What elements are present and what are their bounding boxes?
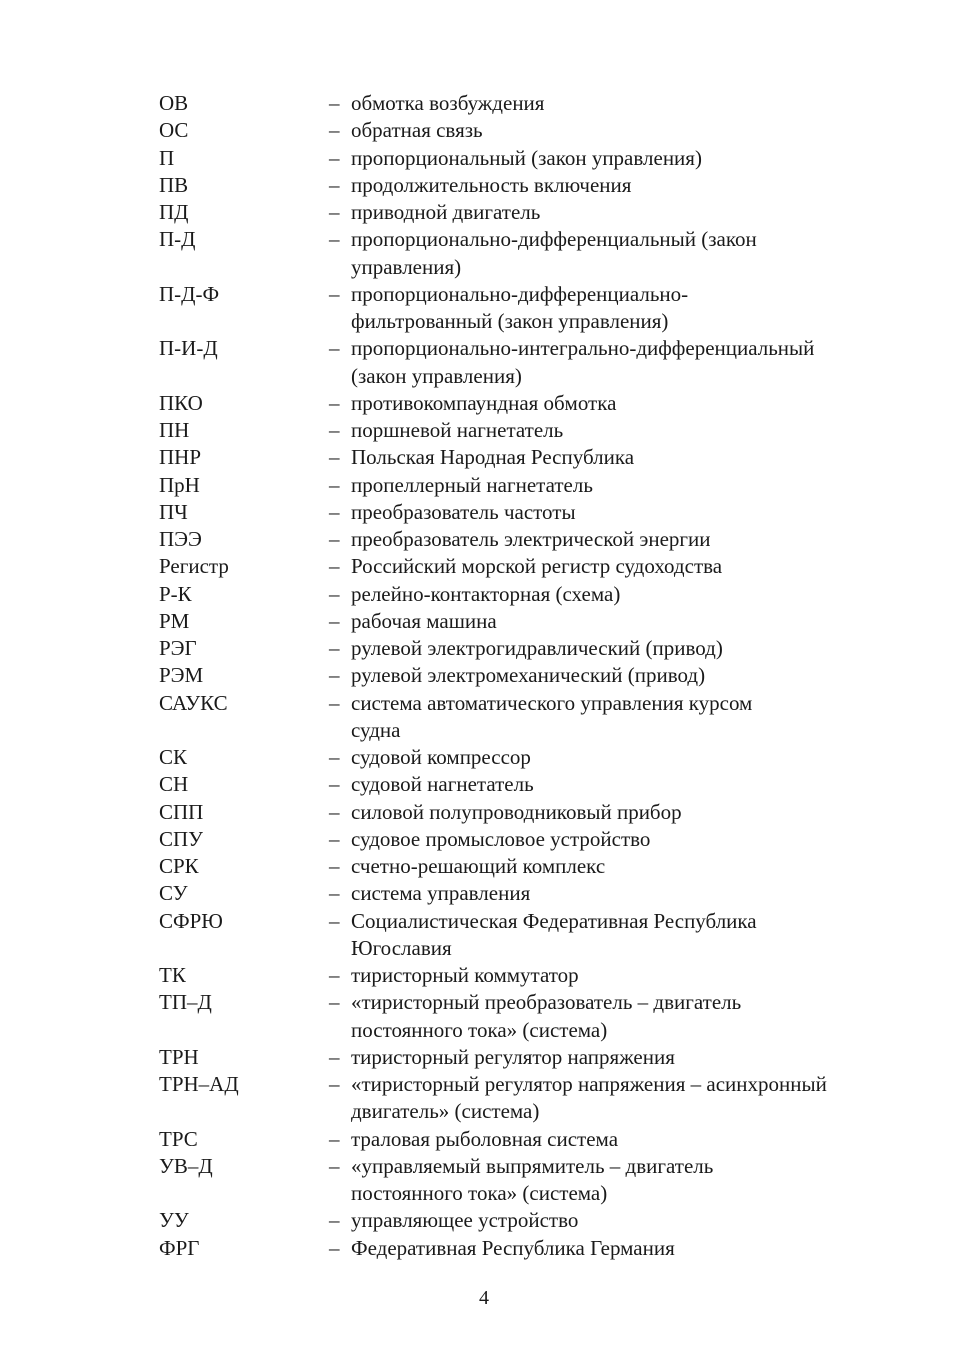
abbreviation-entry: [159, 172, 889, 199]
abbreviation-term: САУКС: [159, 690, 228, 715]
abbreviation-term: РЭМ: [159, 663, 204, 688]
abbreviation-definition: [351, 90, 889, 117]
abbreviation-definition: [351, 172, 889, 199]
dash-separator: –: [329, 636, 340, 660]
abbreviation-term: ПЧ: [159, 499, 188, 524]
abbreviation-term: ПЭЭ: [159, 527, 202, 551]
abbreviation-term: ПНР: [159, 445, 202, 470]
definition-line: Польская Народная Республика: [351, 445, 635, 470]
abbreviation-term: Р-К: [159, 581, 192, 606]
dash-separator: –: [329, 881, 340, 906]
dash-separator: –: [329, 445, 340, 470]
abbreviation-term: УВ–Д: [159, 1153, 213, 1178]
abbreviation-entry: [159, 608, 889, 635]
abbreviation-entry: [159, 1071, 889, 1126]
abbreviation-entry: [159, 390, 889, 417]
definition-line: судовое промысловое устройство: [351, 826, 651, 851]
abbreviation-term: ПВ: [159, 172, 189, 197]
dash-separator: –: [329, 963, 340, 987]
abbreviation-definition: [351, 199, 889, 226]
abbreviation-term: П: [159, 145, 175, 170]
abbreviation-term: ОВ: [159, 91, 189, 115]
definition-line: обратная связь: [351, 118, 483, 143]
abbreviation-definition: [351, 962, 889, 989]
abbreviation-term: ТК: [159, 963, 186, 987]
abbreviation-definition: [351, 1044, 889, 1071]
abbreviation-entry: [159, 553, 889, 580]
definition-line: продолжительность включения: [351, 172, 632, 197]
dash-separator: –: [329, 172, 340, 197]
abbreviation-entry: [159, 499, 889, 526]
definition-line: пропорциональный (закон управления): [351, 145, 702, 170]
abbreviation-term: СУ: [159, 881, 188, 906]
abbreviation-definition: [351, 226, 889, 281]
definition-line: траловая рыболовная система: [351, 1126, 619, 1151]
abbreviation-entry: [159, 962, 889, 989]
abbreviation-entry: [159, 444, 889, 471]
dash-separator: –: [329, 227, 340, 252]
abbreviation-term: ТРС: [159, 1126, 198, 1151]
abbreviation-term: П-Д-Ф: [159, 281, 220, 306]
abbreviation-definition: [351, 1126, 889, 1153]
abbreviation-term: СК: [159, 745, 188, 769]
dash-separator: –: [329, 527, 340, 551]
definition-line: «тиристорный регулятор напряжения – асинхронный: [351, 1072, 827, 1096]
definition-line: постоянного тока» (система): [351, 1181, 608, 1205]
abbreviation-entry: [159, 1235, 889, 1262]
definition-line: пропорционально-интегрально-дифференциальный: [351, 336, 815, 361]
definition-line: управляющее устройство: [351, 1208, 579, 1233]
definition-line: Югославия: [351, 935, 452, 960]
abbreviation-term: ТРН: [159, 1044, 199, 1069]
definition-line: тиристорный регулятор напряжения: [351, 1044, 675, 1069]
abbreviation-definition: [351, 826, 889, 853]
dash-separator: –: [329, 608, 340, 633]
definition-line: силовой полупроводниковый прибор: [351, 799, 682, 824]
abbreviation-definition: [351, 335, 889, 390]
abbreviation-term: РМ: [159, 608, 190, 633]
dash-separator: –: [329, 281, 340, 306]
abbreviation-definition: [351, 581, 889, 608]
dash-separator: –: [329, 908, 340, 933]
definition-line: постоянного тока» (система): [351, 1017, 608, 1042]
abbreviation-term: СПУ: [159, 826, 204, 851]
abbreviation-term: ПН: [159, 418, 190, 442]
abbreviation-entry: [159, 1044, 889, 1071]
definition-line: «управляемый выпрямитель – двигатель: [351, 1153, 714, 1178]
abbreviation-definition: [351, 444, 889, 471]
definition-line: двигатель» (система): [351, 1099, 540, 1124]
abbreviation-definition: [351, 908, 889, 963]
abbreviation-entry: [159, 662, 889, 689]
abbreviation-term: ОС: [159, 118, 189, 143]
abbreviation-definition: [351, 553, 889, 580]
dash-separator: –: [329, 118, 340, 143]
dash-separator: –: [329, 826, 340, 851]
abbreviation-definition: [351, 145, 889, 172]
abbreviation-entry: [159, 335, 889, 390]
definition-line: система автоматического управления курсом: [351, 690, 753, 715]
definition-line: рабочая машина: [351, 608, 497, 633]
abbreviation-entry: [159, 581, 889, 608]
abbreviation-definition: [351, 690, 889, 745]
abbreviation-term: УУ: [159, 1208, 189, 1233]
definition-line: пропорционально-дифференциально-: [351, 281, 689, 306]
dash-separator: –: [329, 581, 340, 606]
definition-line: система управления: [351, 881, 531, 906]
definition-line: противокомпаундная обмотка: [351, 390, 617, 415]
abbreviation-entry: [159, 826, 889, 853]
abbreviation-definition: [351, 499, 889, 526]
definition-line: пропорционально-дифференциальный (закон: [351, 227, 757, 252]
dash-separator: –: [329, 799, 340, 824]
dash-separator: –: [329, 1208, 340, 1233]
abbreviation-entry: [159, 771, 889, 798]
abbreviation-definition: [351, 853, 889, 880]
abbreviation-definition: [351, 117, 889, 144]
abbreviation-term: СРК: [159, 854, 199, 878]
abbreviation-definition: [351, 744, 889, 771]
dash-separator: –: [329, 91, 340, 115]
abbreviation-term: ПрН: [159, 472, 200, 497]
abbreviation-definition: [351, 472, 889, 499]
dash-separator: –: [329, 390, 340, 415]
abbreviation-entry: [159, 853, 889, 880]
dash-separator: –: [329, 554, 340, 579]
abbreviation-term: П-Д: [159, 227, 196, 252]
abbreviation-entry: [159, 526, 889, 553]
definition-line: управления): [351, 254, 462, 279]
definition-line: тиристорный коммутатор: [351, 963, 579, 987]
dash-separator: –: [329, 1235, 340, 1260]
abbreviation-entry: [159, 226, 889, 281]
dash-separator: –: [329, 499, 340, 524]
definition-line: судовой компрессор: [351, 745, 531, 769]
definition-line: приводной двигатель: [351, 200, 541, 224]
definition-line: рулевой электромеханический (привод): [351, 663, 706, 688]
dash-separator: –: [329, 854, 340, 878]
abbreviation-term: СФРЮ: [159, 908, 223, 933]
abbreviation-entry: [159, 908, 889, 963]
abbreviation-entry: [159, 90, 889, 117]
abbreviation-entry: [159, 145, 889, 172]
abbreviation-entry: [159, 744, 889, 771]
dash-separator: –: [329, 663, 340, 688]
definition-line: преобразователь электрической энергии: [351, 527, 711, 551]
abbreviation-definition: [351, 799, 889, 826]
abbreviation-entry: [159, 690, 889, 745]
abbreviation-definition: [351, 281, 889, 336]
abbreviation-entry: [159, 989, 889, 1044]
abbreviation-definition: [351, 880, 889, 907]
dash-separator: –: [329, 1126, 340, 1151]
dash-separator: –: [329, 772, 340, 797]
abbreviation-term: П-И-Д: [159, 336, 218, 361]
definition-line: рулевой электрогидравлический (привод): [351, 636, 723, 660]
definition-line: преобразователь частоты: [351, 499, 576, 524]
abbreviation-entry: [159, 472, 889, 499]
abbreviation-entry: [159, 281, 889, 336]
abbreviation-term: ТРН–АД: [159, 1072, 239, 1096]
abbreviation-definition: [351, 390, 889, 417]
dash-separator: –: [329, 472, 340, 497]
abbreviation-definition: [351, 989, 889, 1044]
abbreviation-term: РЭГ: [159, 636, 197, 660]
abbreviation-entry: [159, 880, 889, 907]
definition-line: релейно-контакторная (схема): [351, 581, 621, 606]
dash-separator: –: [329, 1044, 340, 1069]
abbreviation-definition: [351, 1235, 889, 1262]
definition-line: Федеративная Республика Германия: [351, 1235, 675, 1260]
definition-line: «тиристорный преобразователь – двигатель: [351, 990, 742, 1015]
dash-separator: –: [329, 745, 340, 769]
abbreviation-entry: [159, 117, 889, 144]
dash-separator: –: [329, 336, 340, 361]
dash-separator: –: [329, 1153, 340, 1178]
abbreviation-term: ПКО: [159, 390, 203, 415]
dash-separator: –: [329, 990, 340, 1015]
abbreviation-definition: [351, 1071, 889, 1126]
abbreviation-definition: [351, 417, 889, 444]
abbreviation-definition: [351, 635, 889, 662]
abbreviation-definition: [351, 1207, 889, 1234]
abbreviation-entry: [159, 1126, 889, 1153]
abbreviation-definition: [351, 526, 889, 553]
abbreviation-entry: [159, 635, 889, 662]
page-number: 4: [479, 1287, 489, 1309]
abbreviation-entry: [159, 417, 889, 444]
abbreviation-list: [159, 90, 889, 1262]
abbreviation-term: ФРГ: [159, 1235, 200, 1260]
definition-line: (закон управления): [351, 363, 522, 388]
dash-separator: –: [329, 418, 340, 442]
definition-line: обмотка возбуждения: [351, 91, 545, 115]
dash-separator: –: [329, 1072, 340, 1096]
abbreviation-definition: [351, 771, 889, 798]
definition-line: поршневой нагнетатель: [351, 418, 564, 442]
definition-line: судна: [351, 717, 401, 742]
abbreviation-entry: [159, 199, 889, 226]
abbreviation-definition: [351, 1153, 889, 1208]
definition-line: Социалистическая Федеративная Республика: [351, 908, 757, 933]
dash-separator: –: [329, 200, 340, 224]
abbreviation-term: Регистр: [159, 554, 229, 579]
definition-line: Российский морской регистр судоходства: [351, 554, 723, 579]
abbreviation-term: СПП: [159, 799, 204, 824]
definition-line: судовой нагнетатель: [351, 772, 534, 797]
abbreviation-entry: [159, 1153, 889, 1208]
definition-line: счетно-решающий комплекс: [351, 854, 606, 878]
abbreviation-entry: [159, 799, 889, 826]
dash-separator: –: [329, 690, 340, 715]
abbreviation-entry: [159, 1207, 889, 1234]
abbreviation-definition: [351, 662, 889, 689]
dash-separator: –: [329, 145, 340, 170]
definition-line: пропеллерный нагнетатель: [351, 472, 593, 497]
abbreviation-term: ПД: [159, 200, 189, 224]
definition-line: фильтрованный (закон управления): [351, 309, 669, 333]
abbreviation-term: СН: [159, 772, 189, 797]
abbreviation-definition: [351, 608, 889, 635]
abbreviation-term: ТП–Д: [159, 990, 212, 1015]
